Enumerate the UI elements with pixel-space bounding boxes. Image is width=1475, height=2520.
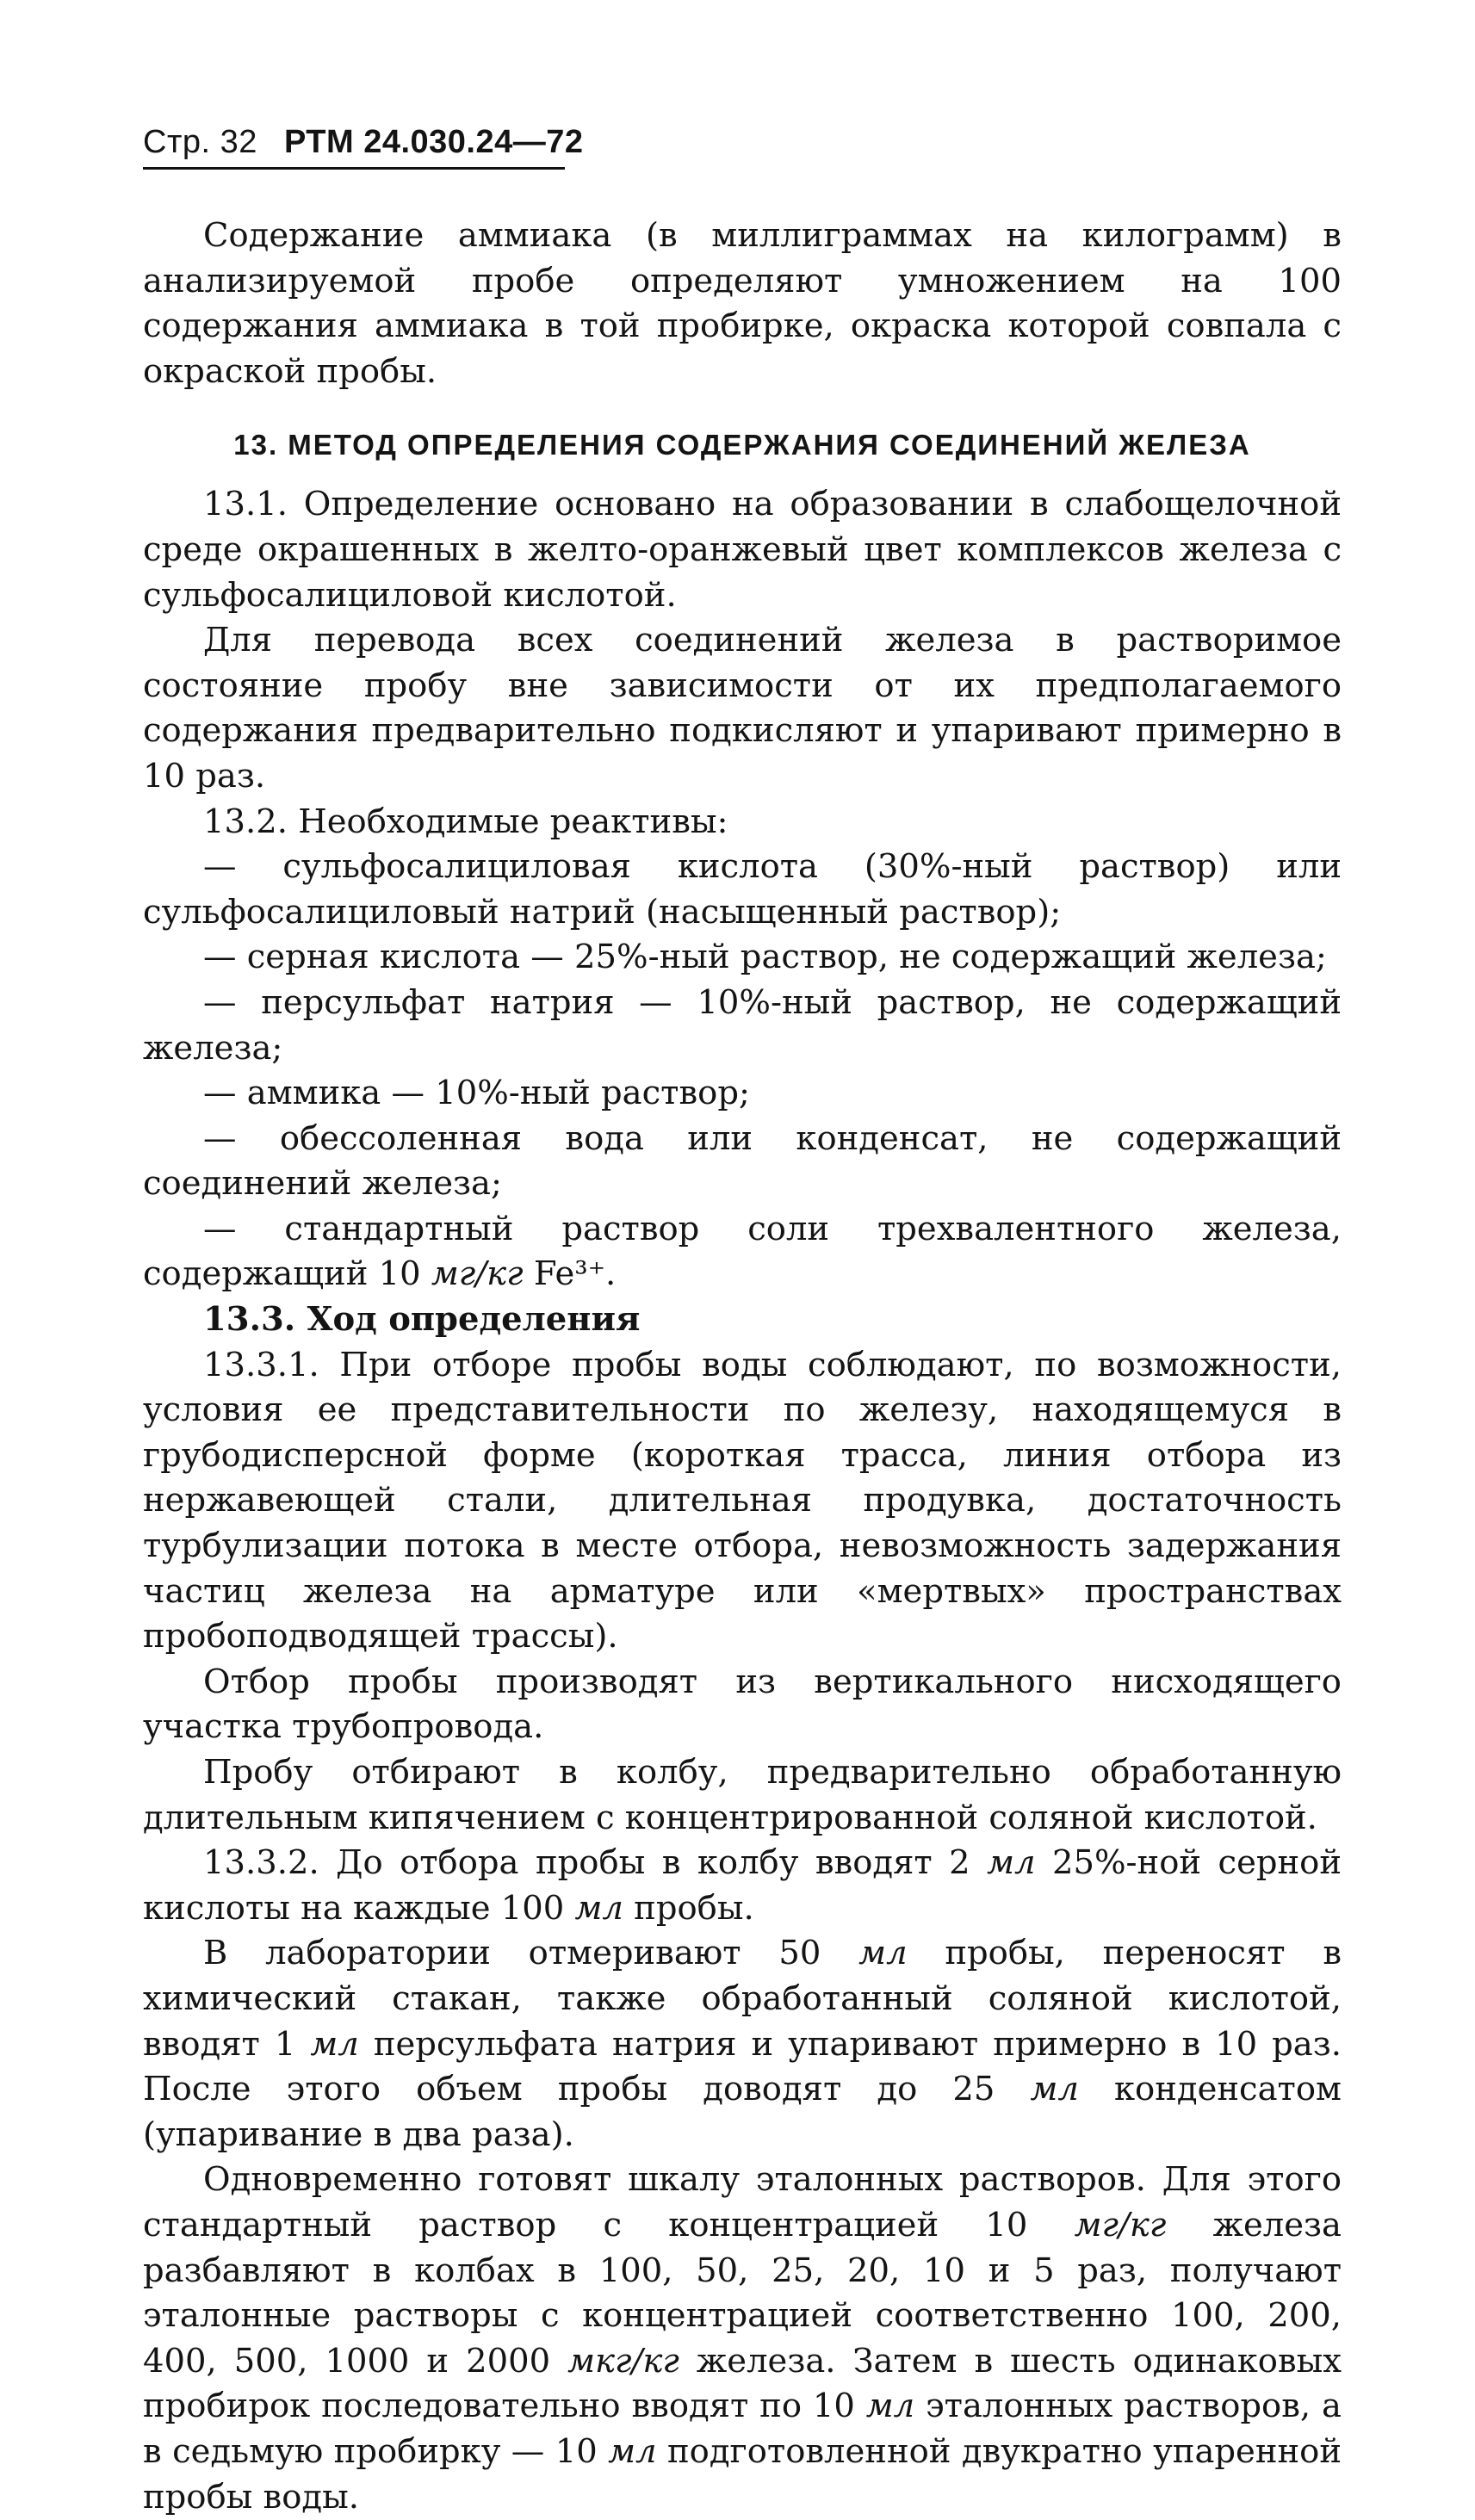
unit-text: мл (310, 2024, 359, 2064)
paragraph-13-2: 13.2. Необходимые реактивы: (203, 802, 728, 841)
text-run: 25%-ной серной кислоты на каждые 100 (143, 1843, 1342, 1928)
section-13-title: 13. МЕТОД ОПРЕДЕЛЕНИЯ СОДЕРЖАНИЯ СОЕДИНЕНИЙ ЖЕЛЕЗА (233, 429, 1251, 461)
text-run: 13.3.2. До отбора пробы в колбу вводят 2 (203, 1843, 988, 1883)
paragraph-standard-scale (143, 2158, 1342, 2520)
reagent-item: — сульфосалициловая кислота (30%-ный раствор) или сульфосалициловый натрий (насыщенный раствор); (143, 847, 1342, 932)
text-run: В лаборатории отмеривают 50 (203, 1934, 859, 1973)
unit-text: мл (1030, 2070, 1079, 2109)
text-run: пробы, переносят в химический стакан, также обработанный соляной кислотой, вводят 1 (143, 1934, 1342, 2064)
running-header (143, 121, 584, 170)
text-run: пробы. (623, 1888, 754, 1928)
unit-text: мг/кг (431, 1254, 524, 1294)
document-body (143, 214, 1342, 2520)
paragraph-13-3-2 (143, 1841, 1342, 1931)
unit-text: мл (865, 2387, 915, 2426)
unit-text: мл (987, 1843, 1036, 1883)
unit-text: мл (608, 2431, 657, 2471)
unit-text: мл (574, 1888, 623, 1928)
paragraph-13-1-preparation: Для перевода всех соединений железа в растворимое состояние пробу вне зависимости от их предполагаемого содержания предварительно подкисляют и упаривают примерно в 10 раз. (143, 621, 1342, 796)
text-run: персульфата натрия и упаривают примерно в 10 раз. После этого объем пробы доводят до 25 (143, 2024, 1342, 2109)
text-run: эталонных растворов, а в седьмую пробирку — 10 (143, 2387, 1342, 2471)
text-run: подготовленной двукратно упаренной пробы воды. (143, 2431, 1342, 2517)
unit-text: мг/кг (1074, 2205, 1167, 2244)
paragraph-13-1: 13.1. Определение основано на образовании в слабощелочной среде окрашенных в желто-оранжевый цвет комплексов железа с сульфосалициловой кислотой. (143, 485, 1342, 615)
standard-code: РТМ 24.030.24—72 (283, 124, 584, 160)
unit-text: мкг/кг (567, 2341, 679, 2381)
reagent-item (143, 1207, 1342, 1297)
text-run: конденсатом (упаривание в два раза). (143, 2070, 1342, 2154)
paragraph-13-3-1: 13.3.1. При отборе пробы воды соблюдают, по возможности, условия ее представительности по железу, находящемуся в грубодисперсной форме (короткая трасса, линия отбора из нержавеющей стали, длительная продувка, достаточность турбулизации потока в месте отбора, невозможность задержания частиц железа на арматуре или «мертвых» пространствах пробоподводящей трассы). (143, 1345, 1342, 1656)
reagent-text: — стандартный раствор соли трехвалентного железа, содержащий 10 (143, 1209, 1342, 1294)
text-run: железа. Затем в шесть одинаковых пробирок последовательно вводят по 10 (143, 2341, 1342, 2426)
paragraph-laboratory (143, 1931, 1342, 2158)
paragraph-flask: Пробу отбирают в колбу, предварительно обработанную длительным кипячением с концентрированной соляной кислотой. (143, 1753, 1342, 1837)
reagent-item: — аммика — 10%-ный раствор; (203, 1074, 750, 1113)
paragraph-sampling-site: Отбор пробы производят из вертикального нисходящего участка трубопровода. (143, 1662, 1342, 1747)
page-number: Стр. 32 (143, 124, 257, 160)
reagent-item: — персульфат натрия — 10%-ный раствор, не содержащий железа; (143, 982, 1342, 1068)
text-run: железа разбавляют в колбах в 100, 50, 25, 20, 10 и 5 раз, получают эталонные растворы с концентрацией соответственно 100, 200, 400, 500, 1000 и 2000 (143, 2205, 1342, 2381)
paragraph-ammonia-result: Содержание аммиака (в миллиграммах на килограмм) в анализируемой пробе определяют умножением на 100 содержания аммиака в той пробирке, окраска которой совпала с окраской пробы. (143, 216, 1342, 391)
text-run: Одновременно готовят шкалу эталонных растворов. Для этого стандартный раствор с концентрацией 10 (143, 2160, 1342, 2244)
reagent-text: Fe³⁺. (523, 1254, 617, 1294)
subsection-13-3-title: 13.3. Ход определения (203, 1300, 641, 1340)
reagent-item: — серная кислота — 25%-ный раствор, не содержащий железа; (203, 938, 1327, 977)
reagent-item: — обессоленная вода или конденсат, не содержащий соединений железа; (143, 1118, 1342, 1204)
unit-text: мл (858, 1934, 908, 1973)
